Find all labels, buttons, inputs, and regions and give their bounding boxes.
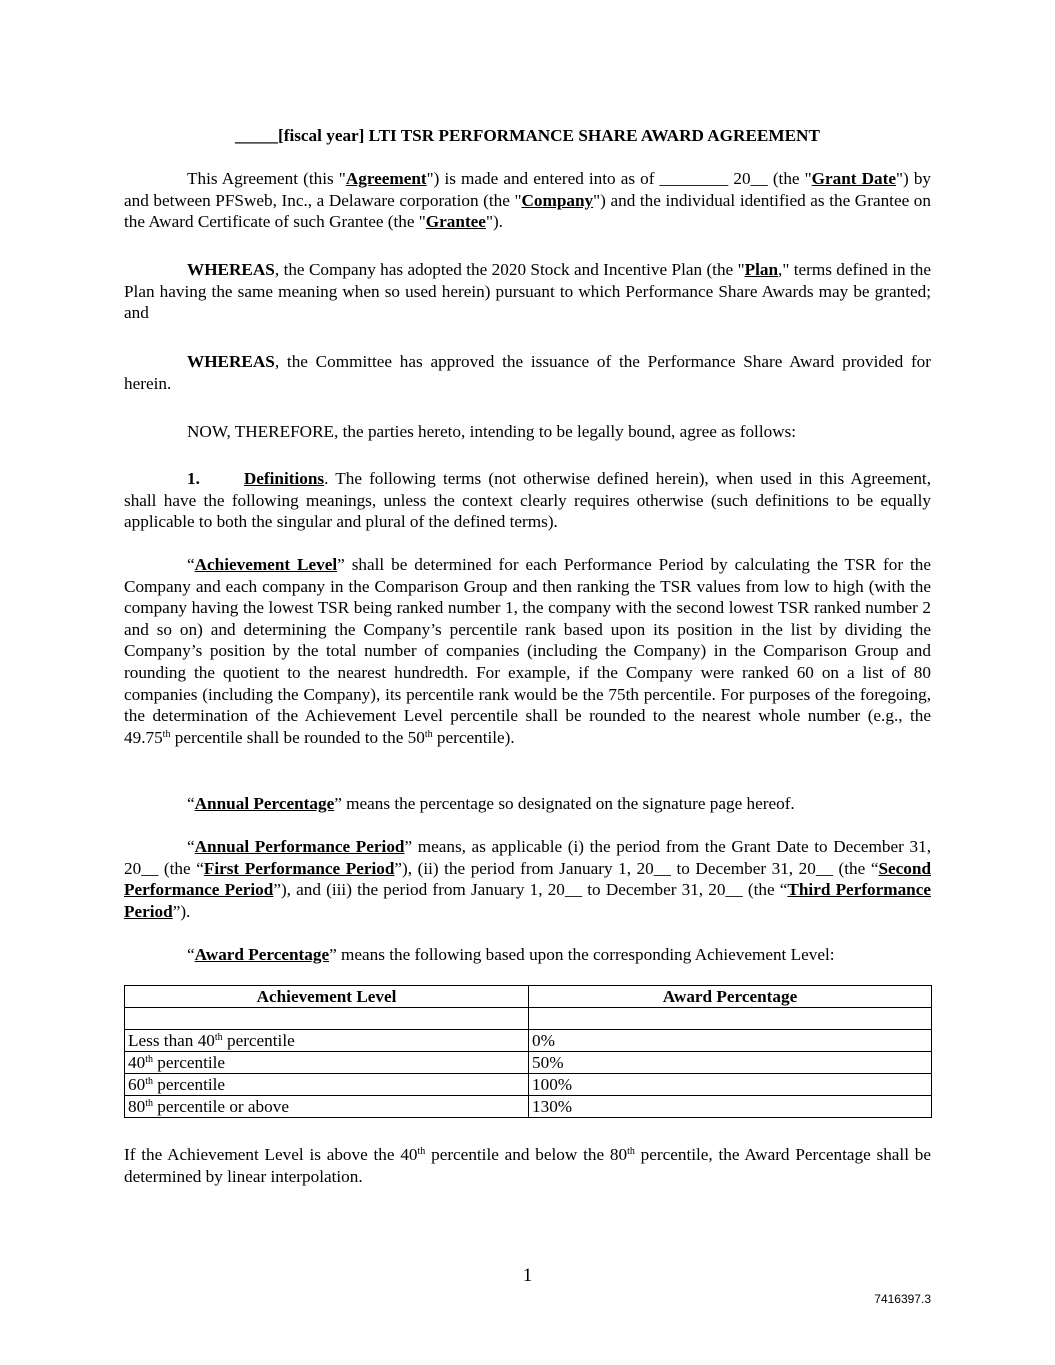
- intro-text-1: This Agreement (this ": [187, 169, 346, 188]
- column-header-award-percentage: Award Percentage: [529, 986, 932, 1008]
- section-1-definitions: [124, 468, 931, 533]
- interp-text-3: percentile, the Award Percentage shall be determined by linear interpolation.: [124, 1145, 931, 1186]
- cell-text: 60: [128, 1075, 146, 1094]
- table-cell-achievement: [125, 1096, 529, 1118]
- whereas-paragraph-1: [124, 259, 931, 324]
- table-header-row: [125, 986, 932, 1008]
- award-percentage-table: [124, 985, 932, 1118]
- table-cell-empty: [529, 1008, 932, 1030]
- table-row: [125, 1030, 932, 1052]
- superscript: th: [424, 728, 433, 740]
- achievement-text-3: percentile).: [432, 727, 515, 747]
- annual-period-text-3: ”), and (iii) the period from January 1, 20__ to December 31, 20__ (the “: [273, 880, 788, 900]
- whereas1-text-1: , the Company has adopted the 2020 Stock and Incentive Plan (the ": [274, 260, 745, 279]
- intro-text-3: ") by and between PFSweb, Inc., a Delaware corporation (the ": [124, 169, 932, 210]
- term-second-performance-period: Second Performance Period: [124, 858, 931, 900]
- term-achievement-level: Achievement Level: [194, 555, 338, 574]
- intro-text-2: ") is made and entered into as of ________ 20__ (the ": [426, 169, 812, 188]
- quote-open: “: [187, 555, 195, 574]
- section-1-text: . The following terms (not otherwise defined herein), when used in this Agreement, shall have the following meanings, unless the context clearly requires otherwise (such definitions to be equally applicable to both the singular and plural of the defined terms).: [124, 469, 931, 532]
- table-row: [125, 1052, 932, 1074]
- table-cell-award: 100%: [529, 1074, 932, 1096]
- section-1-number: 1.: [187, 469, 200, 488]
- interp-text-2: percentile and below the 80: [425, 1145, 628, 1164]
- definition-annual-percentage: [124, 793, 931, 815]
- table-cell-award: 0%: [529, 1030, 932, 1052]
- superscript: th: [145, 1076, 153, 1087]
- term-grantee: Grantee: [425, 212, 486, 232]
- quote-open: “: [187, 794, 195, 813]
- superscript: th: [145, 1054, 153, 1065]
- whereas2-text: , the Committee has approved the issuance of the Performance Share Award provided for herein.: [124, 352, 931, 393]
- definition-achievement-level: [124, 554, 931, 748]
- term-company: Company: [521, 190, 594, 210]
- cell-text: percentile: [152, 1075, 226, 1094]
- now-therefore-paragraph: NOW, THEREFORE, the parties hereto, intending to be legally bound, agree as follows:: [187, 422, 797, 441]
- cell-text: percentile: [152, 1053, 226, 1072]
- document-id: 7416397.3: [874, 1292, 931, 1306]
- whereas-lead-2: WHEREAS: [187, 352, 275, 371]
- term-grant-date: Grant Date: [811, 169, 896, 188]
- table-cell-award: 50%: [529, 1052, 932, 1074]
- definition-annual-performance-period: [124, 836, 931, 922]
- cell-text: 40: [128, 1053, 146, 1072]
- intro-text-5: ").: [485, 212, 503, 232]
- cell-text: percentile: [222, 1031, 295, 1050]
- definition-award-percentage: [124, 944, 931, 966]
- superscript: th: [162, 728, 171, 740]
- achievement-text-1: ” shall be determined for each Performance Period by calculating the TSR for the Company and each company in the Comparison Group and then ranking the TSR values from low to high (with the company having the lowest TSR being ranked number 1, the company with the second lowest TSR ranked number 2 and so on) and determining the Company’s percentile rank based upon its position in the list by dividing the Company’s position by the total number of companies (including the Company) in the Comparison Group and rounding the quotient to the nearest hundredth. For example, if the Company were ranked 60 on a list of 80 companies (including the Company), its percentile rank would be the 75th percentile. For purposes of the foregoing, the determination of the Achievement Level percentile shall be rounded to the nearest whole number (e.g., the 49.75: [124, 555, 931, 747]
- column-header-achievement-level: Achievement Level: [125, 986, 529, 1008]
- quote-open: “: [187, 945, 195, 964]
- term-first-performance-period: First Performance Period: [203, 858, 395, 878]
- term-award-percentage: Award Percentage: [194, 945, 330, 964]
- interp-text-1: If the Achievement Level is above the 40: [124, 1145, 418, 1164]
- table-cell-achievement: [125, 1052, 529, 1074]
- table-cell-empty: [125, 1008, 529, 1030]
- annual-percentage-text: ” means the percentage so designated on the signature page hereof.: [334, 794, 795, 813]
- term-agreement: Agreement: [345, 169, 427, 188]
- intro-text-4: ") and the individual identified as the Grantee on the Award Certificate of such Grantee (the ": [124, 190, 931, 232]
- section-1-heading: Definitions: [243, 469, 325, 488]
- table-cell-award: 130%: [529, 1096, 932, 1118]
- table-cell-achievement: [125, 1074, 529, 1096]
- superscript: th: [145, 1098, 153, 1109]
- superscript: th: [627, 1146, 635, 1157]
- cell-text: Less than 40: [128, 1031, 215, 1050]
- document-title: _____[fiscal year] LTI TSR PERFORMANCE SHARE AWARD AGREEMENT: [235, 126, 820, 145]
- whereas1-text-2: ," terms defined in the Plan having the same meaning when so used herein) pursuant to which Performance Share Awards may be granted; and: [124, 260, 931, 323]
- table-row: [125, 1096, 932, 1118]
- cell-text: 80: [128, 1097, 146, 1116]
- annual-period-text-2: ”), (ii) the period from January 1, 20__ to December 31, 20__ (the “: [394, 858, 879, 878]
- annual-period-text-1: ” means, as applicable (i) the period from the Grant Date to December 31, 20__ (the “: [124, 837, 931, 878]
- quote-open: “: [187, 837, 195, 856]
- term-annual-performance-period: Annual Performance Period: [194, 837, 405, 856]
- table-row: [125, 1074, 932, 1096]
- superscript: th: [417, 1146, 426, 1157]
- interpolation-paragraph: [124, 1144, 931, 1187]
- intro-paragraph: [124, 168, 931, 233]
- page-number: 1: [522, 1265, 533, 1286]
- table-cell-achievement: [125, 1030, 529, 1052]
- whereas-lead-1: WHEREAS: [187, 260, 275, 279]
- term-annual-percentage: Annual Percentage: [194, 794, 335, 813]
- annual-period-text-4: ”).: [172, 901, 191, 921]
- term-third-performance-period: Third Performance Period: [124, 880, 931, 921]
- whereas-paragraph-2: [124, 351, 931, 394]
- superscript: th: [214, 1032, 223, 1043]
- achievement-text-2: percentile shall be rounded to the 50: [170, 727, 425, 747]
- cell-text: percentile or above: [152, 1097, 289, 1116]
- table-spacer-row: [125, 1008, 932, 1030]
- term-plan: Plan: [744, 260, 779, 279]
- award-percentage-text: ” means the following based upon the corresponding Achievement Level:: [329, 945, 835, 964]
